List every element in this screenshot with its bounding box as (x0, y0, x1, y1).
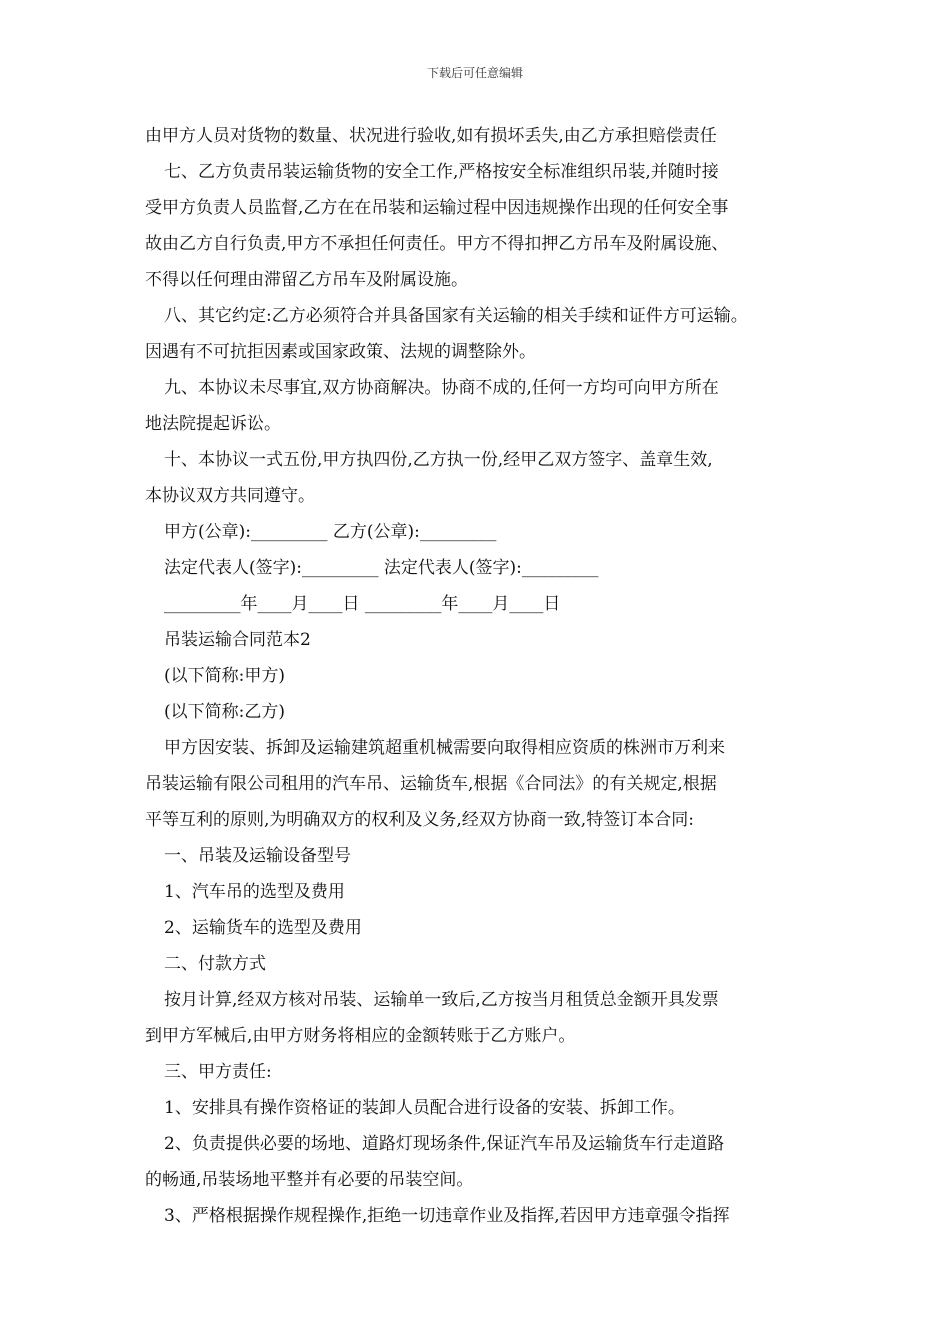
text-line: 二、付款方式 (164, 954, 266, 974)
text-line: 地法院提起诉讼。 (145, 414, 281, 434)
text-line: 一、吊装及运输设备型号 (164, 846, 351, 866)
text-line: 八、其它约定:乙方必须符合并具备国家有关运输的相关手续和证件方可运输。 (164, 306, 748, 326)
text-line: 1、安排具有操作资格证的装卸人员配合进行设备的安装、拆卸工作。 (164, 1098, 685, 1118)
text-line: 按月计算,经双方核对吊装、运输单一致后,乙方按当月租赁总金额开具发票 (164, 990, 719, 1010)
text-line: 本协议双方共同遵守。 (145, 486, 315, 506)
text-line: 故由乙方自行负责,甲方不承担任何责任。甲方不得扣押乙方吊车及附属设施、 (145, 234, 729, 254)
text-line: (以下简称:乙方) (164, 702, 285, 722)
text-line: _________年____月____日 _________年____月____日 (164, 594, 561, 614)
text-line: 平等互利的原则,为明确双方的权利及义务,经双方协商一致,特签订本合同: (145, 810, 694, 830)
text-line: 甲方因安装、拆卸及运输建筑超重机械需要向取得相应资质的株洲市万利来 (164, 738, 725, 758)
text-line: 吊装运输有限公司租用的汽车吊、运输货车,根据《合同法》的有关规定,根据 (145, 774, 717, 794)
text-line: 1、汽车吊的选型及费用 (164, 882, 345, 902)
text-line: 到甲方军械后,由甲方财务将相应的金额转账于乙方账户。 (145, 1026, 576, 1046)
text-line: 九、本协议未尽事宜,双方协商解决。协商不成的,任何一方均可向甲方所在 (164, 378, 719, 398)
text-line: 3、严格根据操作规程操作,拒绝一切违章作业及指挥,若因甲方违章强令指挥 (164, 1206, 730, 1226)
text-line: 受甲方负责人员监督,乙方在在吊装和运输过程中因违规操作出现的任何安全事 (145, 198, 729, 218)
text-line: 法定代表人(签字):_________ 法定代表人(签字):_________ (164, 558, 599, 578)
document-body (145, 118, 825, 1234)
text-line: 2、运输货车的选型及费用 (164, 918, 362, 938)
text-line: 不得以任何理由滞留乙方吊车及附属设施。 (145, 270, 468, 290)
text-line: 甲方(公章):_________ 乙方(公章):_________ (164, 522, 497, 542)
text-line: 吊装运输合同范本2 (164, 630, 311, 650)
text-line: 十、本协议一式五份,甲方执四份,乙方执一份,经甲乙双方签字、盖章生效, (164, 450, 713, 470)
text-line: (以下简称:甲方) (164, 666, 285, 686)
text-line: 三、甲方责任: (164, 1062, 272, 1082)
page-header-note: 下载后可任意编辑 (426, 66, 523, 80)
text-line: 由甲方人员对货物的数量、状况进行验收,如有损坏丢失,由乙方承担赔偿责任 (145, 126, 717, 146)
text-line: 因遇有不可抗拒因素或国家政策、法规的调整除外。 (145, 342, 536, 362)
text-line: 七、乙方负责吊装运输货物的安全工作,严格按安全标准组织吊装,并随时接 (164, 162, 719, 182)
text-line: 2、负责提供必要的场地、道路灯现场条件,保证汽车吊及运输货车行走道路 (164, 1134, 725, 1154)
text-line: 的畅通,吊装场地平整并有必要的吊装空间。 (145, 1170, 474, 1190)
